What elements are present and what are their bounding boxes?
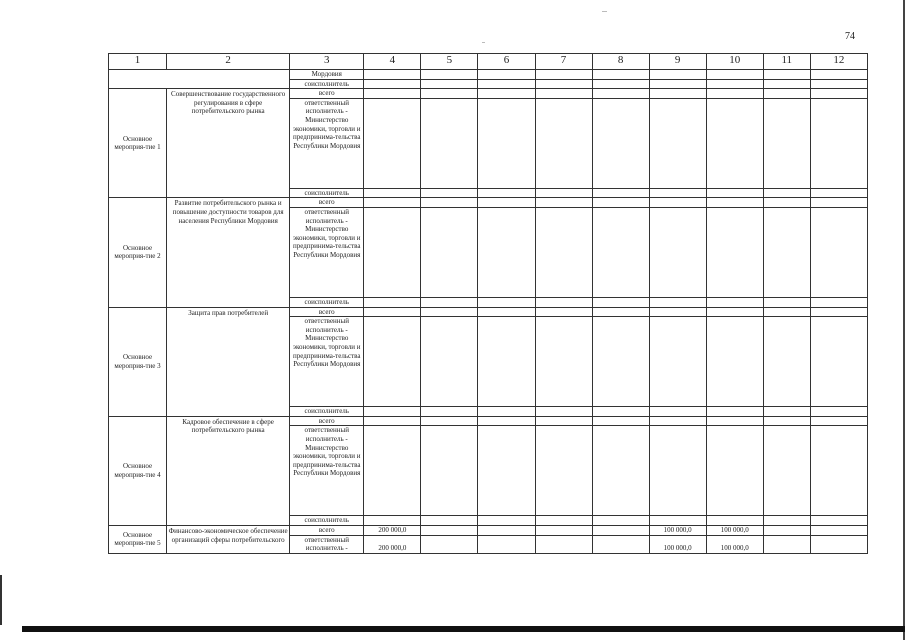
column-header: 10 xyxy=(706,54,763,70)
value-cell: 200 000,0 xyxy=(364,525,421,535)
column-header: 1 xyxy=(109,54,167,70)
scan-mark-top xyxy=(602,11,607,12)
executor-cell: Мордовия xyxy=(290,70,364,80)
executor-cell: соисполнитель xyxy=(290,297,364,307)
executor-cell: соисполнитель xyxy=(290,516,364,526)
event-name: Финансово-экономическое обеспечение организаций сферы потребительского xyxy=(167,525,290,553)
column-header: 9 xyxy=(649,54,706,70)
executor-cell: соисполнитель xyxy=(290,79,364,89)
value-cell: 100 000,0 xyxy=(649,525,706,535)
column-header: 8 xyxy=(592,54,649,70)
column-header: 11 xyxy=(763,54,810,70)
table-row xyxy=(109,525,868,535)
executor-cell: ответственный исполнитель - Министерство экономики, торговли и предпринима-тельства Республики Мордовия xyxy=(290,317,364,407)
event-name: Совершенствование государственного регулирования в сфере потребительского рынка xyxy=(167,89,290,198)
executor-cell: ответственный исполнитель - xyxy=(290,535,364,553)
value-cell: 100 000,0 xyxy=(706,535,763,553)
event-label: Основное мероприя-тие 4 xyxy=(109,416,167,525)
executor-cell: всего xyxy=(290,525,364,535)
column-header: 12 xyxy=(810,54,867,70)
column-header: 5 xyxy=(421,54,478,70)
page-number: 74 xyxy=(845,31,855,42)
value-cell: 100 000,0 xyxy=(706,525,763,535)
scan-mark-mid xyxy=(482,42,485,43)
event-label: Основное мероприя-тие 3 xyxy=(109,307,167,416)
table-row xyxy=(109,307,868,317)
table-row xyxy=(109,70,868,80)
column-header: 3 xyxy=(290,54,364,70)
column-header: 7 xyxy=(535,54,592,70)
executor-cell: всего xyxy=(290,416,364,426)
column-header: 2 xyxy=(167,54,290,70)
budget-table xyxy=(108,53,868,554)
event-name: Кадровое обеспечение в сфере потребительского рынка xyxy=(167,416,290,525)
table-row xyxy=(109,89,868,99)
executor-cell: всего xyxy=(290,89,364,99)
table-row xyxy=(109,198,868,208)
executor-cell: всего xyxy=(290,198,364,208)
event-name: Защита прав потребителей xyxy=(167,307,290,416)
executor-cell: всего xyxy=(290,307,364,317)
column-header: 6 xyxy=(478,54,535,70)
column-number-row xyxy=(109,54,868,70)
event-name: Развитие потребительского рынка и повышение доступности товаров для населения Республики Мордовия xyxy=(167,198,290,307)
table-row xyxy=(109,416,868,426)
executor-cell: соисполнитель xyxy=(290,407,364,417)
event-label: Основное мероприя-тие 5 xyxy=(109,525,167,553)
value-cell: 100 000,0 xyxy=(649,535,706,553)
executor-cell: соисполнитель xyxy=(290,188,364,198)
executor-cell: ответственный исполнитель - Министерство экономики, торговли и предпринима-тельства Республики Мордовия xyxy=(290,98,364,188)
executor-cell: ответственный исполнитель - Министерство экономики, торговли и предпринима-тельства Республики Мордовия xyxy=(290,426,364,516)
scan-edge-left xyxy=(0,575,2,625)
column-header: 4 xyxy=(364,54,421,70)
value-cell: 200 000,0 xyxy=(364,535,421,553)
scan-edge-bottom xyxy=(22,626,905,632)
event-label: Основное мероприя-тие 2 xyxy=(109,198,167,307)
executor-cell: ответственный исполнитель - Министерство экономики, торговли и предпринима-тельства Республики Мордовия xyxy=(290,207,364,297)
event-label: Основное мероприя-тие 1 xyxy=(109,89,167,198)
